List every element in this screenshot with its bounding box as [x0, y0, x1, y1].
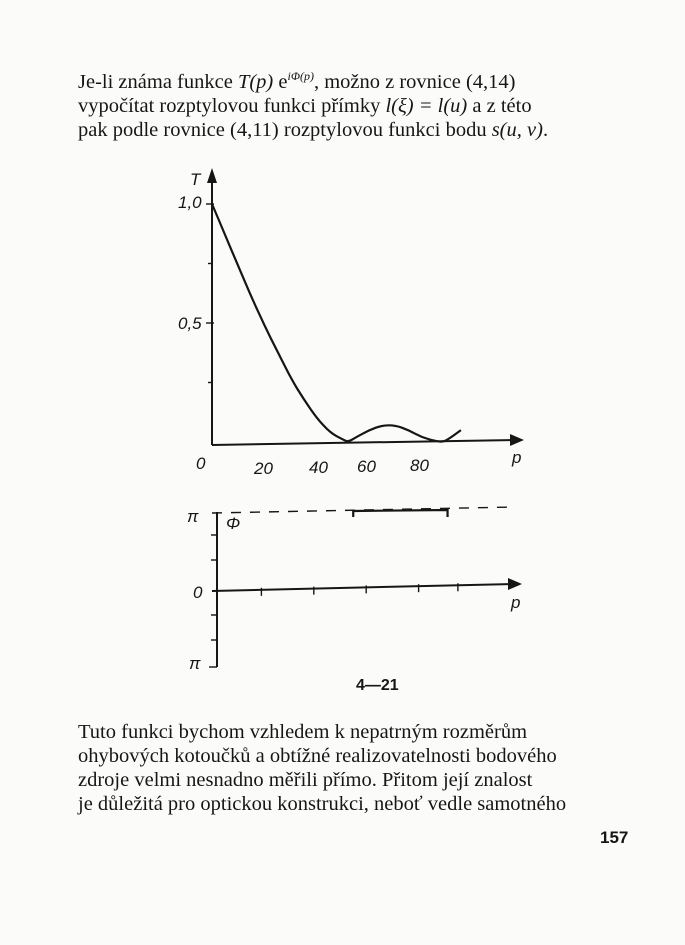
paragraph-bottom-line-2: ohybových kotoučků a obtížné realizovatelnosti bodového — [78, 745, 557, 767]
upper-x-tick-label: 0 — [196, 454, 206, 473]
upper-y-axis-arrow — [207, 168, 217, 183]
text-run: a z této — [467, 94, 532, 117]
lower-y-axis-label: Φ — [226, 514, 241, 533]
lower-y-tick-label: π — [187, 507, 199, 526]
paragraph-bottom-line-3: zdroje velmi nesnadno měřili přímo. Přitom její znalost — [78, 769, 533, 791]
lower-x-axis — [212, 584, 512, 591]
lower-y-tick-label: 0 — [193, 583, 203, 602]
upper-series-line — [212, 204, 461, 442]
text-run: pak podle rovnice (4,11) rozptylovou funkci bodu — [78, 118, 492, 141]
upper-x-tick-label: 80 — [410, 456, 429, 475]
page-number: 157 — [600, 828, 629, 847]
lower-series-pi-segment — [353, 510, 447, 517]
text-run: , možno z rovnice (4,14) — [313, 70, 516, 93]
math-expression: s(u, v) — [491, 118, 543, 141]
text-run: . — [542, 118, 549, 141]
text-run: e — [273, 70, 288, 93]
paragraph-bottom-line-1: Tuto funkci bychom vzhledem k nepatrným rozměrům — [78, 721, 528, 743]
upper-y-tick-label: 0,5 — [178, 314, 202, 333]
upper-y-tick-label: 1,0 — [178, 193, 202, 212]
upper-x-axis-label: p — [512, 448, 522, 467]
lower-y-tick-label: π — [189, 654, 201, 673]
math-function: T(p) — [237, 70, 274, 93]
lower-x-axis-label: p — [511, 593, 521, 612]
upper-x-axis — [212, 440, 514, 445]
upper-chart — [178, 168, 524, 478]
text-run: Je-li známa funkce — [78, 70, 238, 93]
lower-x-axis-arrow — [508, 578, 522, 590]
paragraph-bottom-line-4: je důležitá pro optickou konstrukci, neboť vedle samotného — [78, 793, 567, 815]
upper-x-tick-label: 40 — [309, 458, 328, 477]
lower-chart — [187, 507, 522, 673]
upper-y-axis-label: T — [190, 170, 201, 189]
upper-x-axis-arrow — [510, 434, 524, 446]
upper-x-tick-label: 20 — [254, 459, 273, 478]
paragraph-bottom — [78, 720, 618, 816]
math-expression: l(ξ) = l(u) — [385, 94, 468, 117]
text-run: vypočítat rozptylovou funkci přímky — [78, 94, 386, 117]
upper-x-tick-label: 60 — [357, 457, 376, 476]
math-exponent: iΦ(p) — [287, 69, 314, 83]
figure-caption: 4—21 — [356, 677, 399, 694]
